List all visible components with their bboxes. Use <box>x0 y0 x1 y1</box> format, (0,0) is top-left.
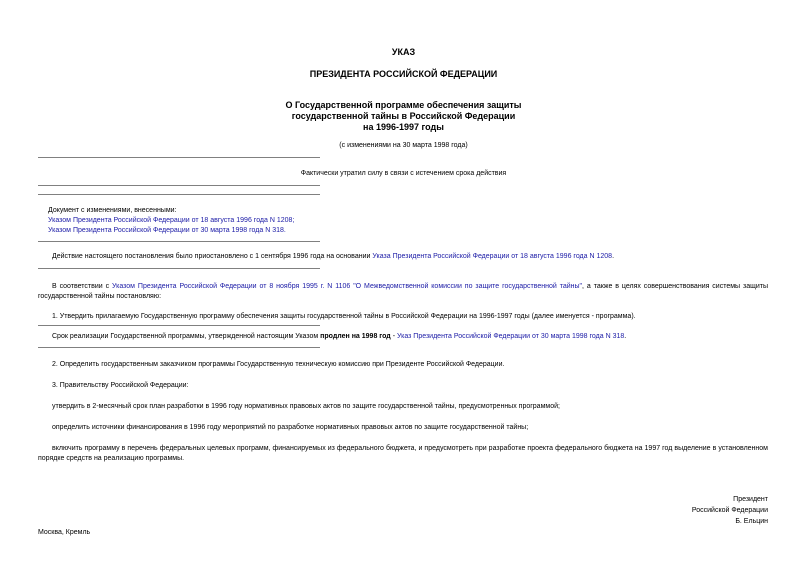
divider <box>38 194 320 195</box>
issuer-title: ПРЕЗИДЕНТА РОССИЙСКОЙ ФЕДЕРАЦИИ <box>309 69 498 79</box>
preamble-text-1: В соответствии с <box>52 283 112 290</box>
amendment-note: (с изменениями на 30 марта 1998 года) <box>339 142 468 149</box>
preamble-link[interactable]: Указом Президента Российской Федерации от 8 ноября 1995 г. N 1106 "О Межведомственной комиссии по защите государственной тайны" <box>112 283 583 290</box>
sub-item-1: утвердить в 2-месячный срок план разработки в 1996 году нормативных правовых актов по защите государственной тайны, предусмотренных программой; <box>52 403 560 410</box>
subject-line-3: на 1996-1997 годы <box>363 122 444 132</box>
divider <box>38 347 320 348</box>
suspension-end: . <box>612 253 615 260</box>
extension-link[interactable]: Указ Президента Российской Федерации от 30 марта 1998 года N 318 <box>396 333 625 340</box>
signature-title: Президент <box>733 496 768 503</box>
item-1: 1. Утвердить прилагаемую Государственную программу обеспечения защиты государственной тайны в Российской Федерации на 1996-1997 годы (далее именуется - программа). <box>52 313 636 320</box>
sub-item-2: определить источники финансирования в 1996 году мероприятий по разработке нормативных правовых актов по защите государственной тайны; <box>52 424 529 431</box>
divider <box>38 157 320 158</box>
place-of-signing: Москва, Кремль <box>38 529 91 536</box>
signature-country: Российской Федерации <box>691 507 768 514</box>
subject-line-1: О Государственной программе обеспечения защиты <box>285 100 522 110</box>
extension-text: Срок реализации Государственной программы, утвержденной настоящим Указом <box>52 333 321 340</box>
changes-heading: Документ с изменениями, внесенными: <box>48 207 177 214</box>
preamble-text-2: , а также в целях совершенствования системы защиты государственной тайны постановляю: <box>38 283 768 300</box>
extension-end: . <box>624 333 627 340</box>
suspension-link[interactable]: Указа Президента Российской Федерации от 18 августа 1996 года N 1208 <box>372 253 613 260</box>
divider <box>38 325 320 326</box>
divider <box>38 185 320 186</box>
preamble-paragraph <box>38 282 768 302</box>
extension-bold: продлен на 1998 год <box>320 333 391 340</box>
extension-paragraph <box>38 332 768 342</box>
status-text: Фактически утратил силу в связи с истечением срока действия <box>300 170 507 177</box>
decree-title: УКАЗ <box>391 47 416 57</box>
suspension-text: Действие настоящего постановления было приостановлено с 1 сентября 1996 года на основании <box>52 253 373 260</box>
amendment-link-318[interactable]: Указом Президента Российской Федерации от 30 марта 1998 года N 318. <box>48 227 286 234</box>
amendment-link-1208[interactable]: Указом Президента Российской Федерации от 18 августа 1996 года N 1208; <box>48 217 295 224</box>
extension-separator: - <box>390 333 397 340</box>
item-2: 2. Определить государственным заказчиком программы Государственную техническую комиссию при Президенте Российской Федерации. <box>52 361 505 368</box>
item-3: 3. Правительству Российской Федерации: <box>52 382 189 389</box>
sub-item-3: включить программу в перечень федеральных целевых программ, финансируемых из федерального бюджета, и предусмотреть при разработке проекта федерального бюджета на 1997 год выделение в установленном порядке средств на реализацию программы. <box>38 445 768 462</box>
suspension-note <box>52 252 614 261</box>
signature-name: Б. Ельцин <box>735 518 768 525</box>
divider <box>38 241 320 242</box>
divider <box>38 268 320 269</box>
subject-line-2: государственной тайны в Российской Федерации <box>291 111 516 121</box>
